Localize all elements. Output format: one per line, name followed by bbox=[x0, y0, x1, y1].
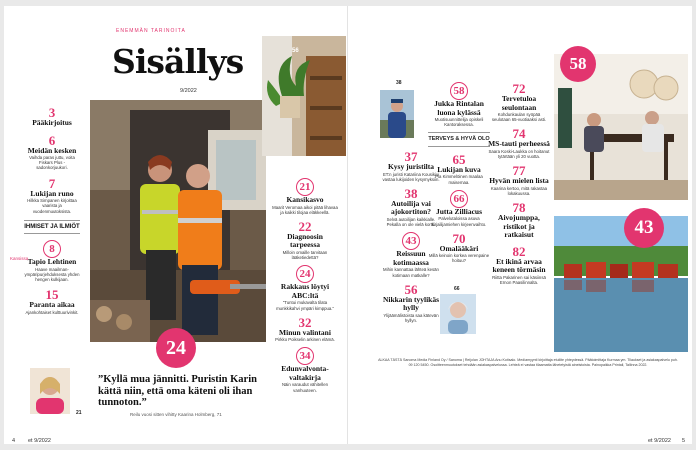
toc-entry[interactable]: 6 Meidän kesken Vaihda paras juttu, voita Fiskars Plus -sadonkorjuukori. bbox=[27, 132, 77, 171]
toc-entry[interactable]: 74 MS-tauti perheessä Saara Koski-Laukka on hoitanut tytärtään yli 20 vuotta. bbox=[488, 126, 550, 160]
toc-entry[interactable]: 34 Edunvalvonta-valtakirja Näin varaudut vähitellen vanhuuteen. bbox=[272, 347, 338, 392]
toc-right-col2 bbox=[428, 82, 490, 269]
toc-entry[interactable]: 8 Tapio Lehtinen Haave maailman-ympäripurjehduksesta yhden hengen kulkijaan. bbox=[24, 240, 80, 282]
photo-page-number: 38 bbox=[396, 80, 402, 86]
toc-entry[interactable]: 3 Pääkirjoitus bbox=[32, 105, 72, 127]
kicker: ENEMMÄN TARINOITA bbox=[116, 28, 186, 34]
toc-entry[interactable]: 37 Kysy juristilta ET:n juristi Katariina Kousikivi vastaa lukijoiden kysymyksiin. bbox=[382, 149, 440, 182]
photo-man-outdoors bbox=[380, 90, 414, 138]
toc-entry[interactable]: 43 Reissuun kotimaassa Mihin kannattaa lähteä kesän kotimaan matkalle? bbox=[380, 232, 442, 277]
footer-page-number: 5 bbox=[682, 438, 686, 444]
toc-left-column bbox=[24, 106, 80, 321]
section-heading: TERVEYS & HYVÄ OLO bbox=[428, 132, 490, 147]
toc-entry[interactable]: 7 Lukijan runo Hilkka Simpanen kirjoittaa vaarista ja vuodenmuutoksista. bbox=[27, 175, 77, 214]
photo-cover-person bbox=[30, 368, 70, 414]
footer-page-number: 4 bbox=[12, 438, 16, 444]
right-page bbox=[348, 6, 692, 444]
toc-mid-column bbox=[272, 178, 338, 398]
issue-number: 9/2022 bbox=[180, 88, 197, 94]
photo-page-number: 56 bbox=[292, 48, 299, 54]
page-badge[interactable]: 58 bbox=[560, 46, 596, 82]
toc-entry[interactable]: 21 Kansikasvo Maarit Veromaa aikoi pitää lihavaa ja kaikki tilojaa eläkkeellä. bbox=[272, 178, 338, 215]
page-badge[interactable]: 24 bbox=[156, 328, 196, 368]
cover-photo-couple bbox=[90, 100, 266, 342]
pull-quote: ”Kyllä mua jännitti. Puristin Karin kättä niin, että oma käteni oli ihan tunnoton.” bbox=[98, 374, 257, 408]
toc-entry[interactable]: 82 Et ikinä arvaa keneen törmäsin Riitta Pakarinen sai käsiinsä Ernon Paasilinnalta. bbox=[492, 243, 546, 285]
toc-entry[interactable]: 66 Jutta Zilliacus Palvelutaloissa asuva kirjailijamiehen kirjeenvaihto. bbox=[428, 190, 490, 227]
toc-entry[interactable]: 15 Paranta aikaa Ajankohtaiset kulttuurivinkit. bbox=[25, 287, 79, 315]
page-title: Sisällys bbox=[112, 42, 244, 81]
toc-entry[interactable]: 32 Minun valintani Pirkko Poikselin arkinen elämä. bbox=[275, 314, 335, 343]
section-heading: IHMISET JA ILMIÖT bbox=[24, 220, 80, 235]
quote-credit: Reilu vuosi sitten vihitty Kaarina Holmberg, 71 bbox=[130, 412, 222, 417]
toc-entry[interactable]: 77 Hyvän mielen lista Kaarina kertoo, mitä rakastaa lokakuussa. bbox=[489, 163, 549, 197]
toc-entry[interactable]: 78 Aivojumppa, ristikot ja ratkaisut bbox=[498, 200, 540, 240]
left-page bbox=[4, 6, 348, 444]
small-photo-page-number: 21 bbox=[76, 410, 82, 416]
ads-label: Kansissa bbox=[10, 256, 29, 261]
page-badge[interactable]: 43 bbox=[624, 208, 664, 248]
colophon: ALKAA TÄSTÄ Sanoma Media Finland Oy / Sanoma | Reijolan JOHTAJA Anu Kotisalo. Mediamyynti kirjoittaja etuliite yhteydessä. Päätoimittaja Kurmaa ym. Tilaukset ja asiakaspalvelu puh. 09 120 5450. Osoitteenmuutokset tehdään asiakaspalvelussa. Lehteä ei vastaa tilaamatta lähetetyistä aineistoista. Painopaikka Printall, Tallinna 2022. bbox=[378, 358, 678, 367]
toc-entry[interactable]: 38 Autoilija vai ajokortiton? Selvä autoilijan kaikkialle. Pekalla on ole vielä kortti. bbox=[386, 185, 436, 228]
toc-entry[interactable]: 65 Lukijan kuva Pia Kimmelöinen maalaa maisemaa. bbox=[435, 151, 483, 185]
toc-entry[interactable]: 58 Jukka Rintalan luona kylässä Muotisuunnittelija opiskeli Kantoraksessa. bbox=[428, 82, 490, 127]
toc-entry[interactable]: 22 Diagnoosin tarpeessa Milloin omaille tarvitaan lääketiedettä? bbox=[282, 218, 328, 261]
footer-magazine: et 9/2022 bbox=[28, 438, 51, 444]
toc-entry[interactable]: 70 Omalääkäri Millä keinoin korkea verenpaine hoituu? bbox=[428, 230, 490, 264]
photo-lakeside-town bbox=[554, 216, 688, 352]
photo-woman-portrait bbox=[440, 294, 476, 334]
toc-right-col3 bbox=[488, 82, 550, 290]
photo-page-number: 66 bbox=[454, 286, 460, 292]
toc-entry[interactable]: 56 Nikkarin tyylikäs hylly Ylijäämälistoista saa kätevän hyllyn. bbox=[382, 281, 440, 323]
toc-entry[interactable]: 24 Rakkaus löytyi ABC:ltä ”Tuntui mukavalta tilata munkkikahvi ympäri kimppua.” bbox=[272, 265, 338, 310]
toc-entry[interactable]: 72 Tervetuloa seulontaan Kohdunkaulan syöpää seulotaan 65-vuotiaaksi asti. bbox=[491, 81, 547, 123]
photo-plant-shelf bbox=[262, 36, 346, 156]
footer-magazine: et 9/2022 bbox=[648, 438, 671, 444]
